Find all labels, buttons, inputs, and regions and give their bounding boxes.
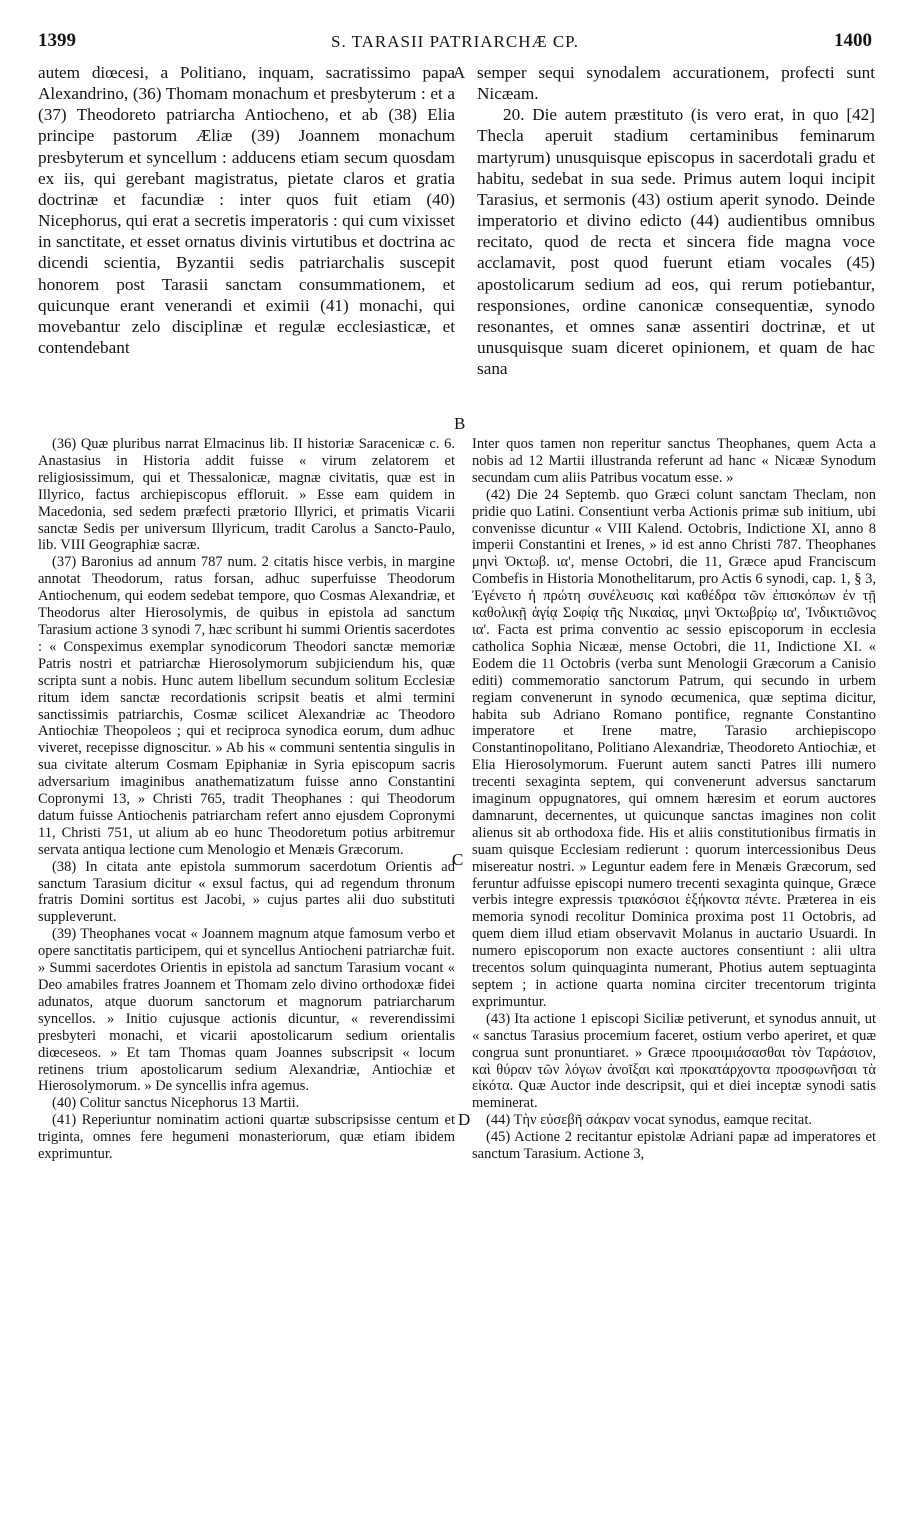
margin-letter-b: B — [454, 414, 466, 433]
footnote-44: (44) Τὴν εὐσεβῆ σάκραν vocat synodus, eamque recitat. — [486, 1112, 813, 1129]
margin-letter-c: C — [452, 850, 464, 869]
main-text-paragraph: semper sequi synodalem accurationem, profecti sunt Nicæam. — [477, 63, 875, 104]
footnote-39: (39) Theophanes vocat « Joannem magnum atque famosum verbo et opere sanctitatis participem, qui et syncellus Antiocheni patriarchæ fuit. » Summi sacerdotes Orientis in epistola ad sanctum Tarasium vocant « Deo amabiles fratres Joannem et Thomam zelo divino orthodoxæ fidei adunatos, atque duorum sanctorum et magnorum patriarcharum syncellos. » Initio cujusque actionis dicuntur, « reverendissimi presbyteri monachi, et vicarii apostolicarum sedium orientalis diœceseos. » Et tam Thomas quam Joannes subscripsit « locum retinens trium apostolicarum sedium Alexandriæ, Antiochiæ et Hierosolymorum. » De syncellis infra agemus. — [38, 926, 455, 1095]
main-text-paragraph: 20. Die autem præstituto (is vero erat, in quo [42] Thecla aperuit stadium certaminibus feminarum martyrum) unusquisque episcopus in sacerdotali gradu et habitu, sedebat in sua sede. Primus autem loqui incipit Tarasius, et sermonis (43) ostium aperit synodo. Deinde imperatorio et divino edicto (44) audientibus omnibus recitato, quod de recta et sincera fide magna voce acclamavit, post quod fuerunt etiam vocales (45) apostolicarum sedium ad eos, qui rerum potiebantur, responsiones, ordine canonicæ consequentiæ, synodo resonantes, et omnes sanæ assentiri doctrinæ, et ut unusquisque suam diceret opinionem, et quam de hac sana — [477, 105, 875, 379]
footnote-37: (37) Baronius ad annum 787 num. 2 citatis hisce verbis, in margine annotat Theodorum, ratus forsan, adhuc superfuisse Theodorum Antiochenum, qui eodem sedebat tempore, quo Cosmas Alexandriæ, et Theodorus alter Hierosolymis, de quibus in epistola ad sanctum Tarasium actione 3 synodi 7, hæc scribunt hi summi Orientis sacerdotes : « Conspeximus exemplar synodicorum Theodori sanctæ memoriæ Patris nostri et patriarchæ Hierosolymorum subjiciendum his, quæ scripta sunt a nobis. Hunc autem libellum secundum solitum Ecclesiæ ritum idem sanctæ recordationis scripsit beatis et almi termini sanctissimis patriarchis, Cosmæ scilicet Alexandriæ ac Theodoro Antiochiæ Theopoleos ; qui et reciproca synodica eorum, dum adhuc viveret, recepisse dignoscitur. » Ab his « communi sententia singulis in sua civitate alterum Cosmam Epiphaniæ in Syria episcopum sacris adversarium imaginibus anathematizatum fuisse anno Constantini Copronymi 13, » Christi 765, tradit Theophanes : qui Theodorum datum fuisse Antiochenis patriarcham refert anno ejusdem Copronymi 11, Christi 751, ut alium ab eo hunc Theodoretum potius arbitremur servata antiqua lectione cum Menologio et Menæis Græcorum. — [38, 554, 455, 858]
main-text-paragraph: autem diœcesi, a Politiano, inquam, sacratissimo papa Alexandrino, (36) Thomam monachum et presbyterum : et a (37) Theodoreto patriarcha Antiocheno, et ab (38) Elia principe pastorum Æliæ (39) Joannem monachum presbyterum et syncellum : adducens etiam secum quosdam ex iis, qui gerebant magistratus, pietate claros et gratia doctrinæ et facundiæ : inter quos fuit etiam (40) Nicephorus, qui erat a secretis imperatoris : qui cum vixisset in sanctitate, et esset ornatus divinis virtutibus et doctrina ac dicendi scientia, Byzantii sedis patriarchalis suscepit honorem post Tarasii sanctam consummationem, et quicunque erant venerandi et eximii (41) monachi, qui movebantur zelo disciplinæ et regulæ ecclesiasticæ, et contendebant — [38, 63, 455, 358]
footnote-continuation: Inter quos tamen non reperitur sanctus Theophanes, quem Acta a nobis ad 12 Martii illustranda referunt ad hanc « Nicææ Synodum secundam cum aliis Patribus vocatum esse. » — [472, 436, 876, 486]
main-text-right-column — [477, 62, 875, 379]
left-page-number: 1399 — [38, 30, 76, 51]
margin-letter-d: D — [458, 1110, 471, 1129]
running-title: S. TARASII PATRIARCHÆ CP. — [330, 32, 580, 51]
footnote-43: (43) Ita actione 1 episcopi Siciliæ petiverunt, et synodus annuit, ut « sanctus Tarasius procemium faceret, ostium verbo aperiret, et quæ congrua sunt pronuntiaret. » Græce προοιμιάσασθαι τὸν Ταράσιον, καὶ θύραν τῶν λόγων ἀνοῖξαι καὶ προκατάρχοντα προσφωνῆσαι τὰ εἰκότα. Quæ Auctor inde descripsit, qui et diei inceptæ synodi satis meminerat. — [472, 1010, 876, 1112]
running-header — [38, 30, 872, 56]
footnote-42: (42) Die 24 Septemb. quo Græci colunt sanctam Theclam, non pridie quo Latini. Consentiunt verba Actionis primæ sub initium, ubi convenisse dicuntur « VIII Kalend. Octobris, Indictione XI, anno 8 imperii Constantini et Irenes, » id est anno Christi 787. Theophanes μηνὶ Ὀκτωβ. ια', mense Octobri, die 11, Græce apud Franciscum Combefis in Historia Monothelitarum, pro Actis 6 synodi, cap. 1, § 3, Ἐγένετο ἡ πρώτη συνέλευσις καὶ καθέδρα τῶν ἐπισκόπων ἐν τῇ καθολικῇ ἁγίᾳ Σοφίᾳ τῆς Νικαίας, μηνὶ Ὀκτωβρίῳ ια', Ἰνδικτιῶνος ια'. Facta est prima conventio ac sessio episcoporum in ecclesia catholica Sophia Nicææ, mense Octobri, die 11, Indictione XI. « Eodem die 11 Octobris (verba sunt Menologii Græcorum a Canisio editi) commemoratio sanctorum Patrum, qui secundo in urbem regiam convenerunt in synodo œcumenica, quæ septima dicitur, habita sub Adriano Romano pontifice, regnante Constantino imperatore et Irene matre, Tarasio archiepiscopo Constantinopolitano, Politiano Alexandriæ, Theodoreto Antiochiæ, et Elia Hierosolymorum. Fuerunt autem sancti Patres illi numero trecenti sexaginta septem, qui convenerunt adversus sanctarum imaginum oppugnatores, qui omnem hæresim et eorum auctores damnarunt, decernentes, ut quicunque sanctas imagines non colit alienus sit ab orthodoxa fide. His et aliis constitutionibus firmatis in suam quisque Ecclesiam redierunt : quorum intercessionibus Deus misereatur nostri. » Leguntur eadem fere in Menæis Græcorum, sed feruntur adfuisse episcopi numero trecenti sexaginta quinque, Græce verbis integre expressis τριακόσιοι ἑξήκοντα πέντε. Præterea in eis memoria synodi recolitur Dominica proxima post 11 Octobris, ad quem diem illud etiam observavit Molanus in auctario Usuardi. In numero episcoporum non exacte auctores consentiunt : alii ultra trecentos solum quinquaginta numerant, Photius autem septuaginta septem ; in actione quarta nomina circiter trecentorum triginta exprimuntur. — [472, 486, 876, 1010]
footnote-38: (38) In citata ante epistola summorum sacerdotum Orientis ad sanctum Tarasium dicitur « exsul factus, qui ad regendum thronum fratris Domini sortitus est Jacobi, » cujus partes alii duo substituti suppleverunt. — [38, 858, 455, 926]
footnote-40: (40) Colitur sanctus Nicephorus 13 Martii. — [52, 1095, 300, 1112]
footnote-41: (41) Reperiuntur nominatim actioni quartæ subscripsisse centum et triginta, omnes fere hegumeni monasteriorum, quæ etiam ibidem exprimuntur. — [38, 1112, 455, 1163]
footnote-45: (45) Actione 2 recitantur epistolæ Adriani papæ ad imperatores et sanctum Tarasium. Actione 3, — [472, 1129, 876, 1163]
footnote-36: (36) Quæ pluribus narrat Elmacinus lib. II historiæ Saracenicæ c. 6. Anastasius in Historia addit fuisse « virum zelatorem et religiosissimum, qui et Thessalonicæ, magnæ civitatis, quæ est in Illyrico, factus archiepiscopus effloruit. » Esse eam quidem in Macedonia, sed sedem præfecti prætorio Illyrici, et primatis Vicarii sanctæ Sedis per universum Illyricum, tradit Carolus a Sancto-Paulo, lib. VIII Geographiæ sacræ. — [38, 436, 455, 554]
footnotes-right-column — [472, 436, 876, 1163]
footnotes-left-column — [38, 436, 455, 1163]
main-text-left-column — [38, 62, 455, 358]
margin-letter-a: A — [453, 63, 466, 82]
right-page-number: 1400 — [834, 30, 872, 51]
